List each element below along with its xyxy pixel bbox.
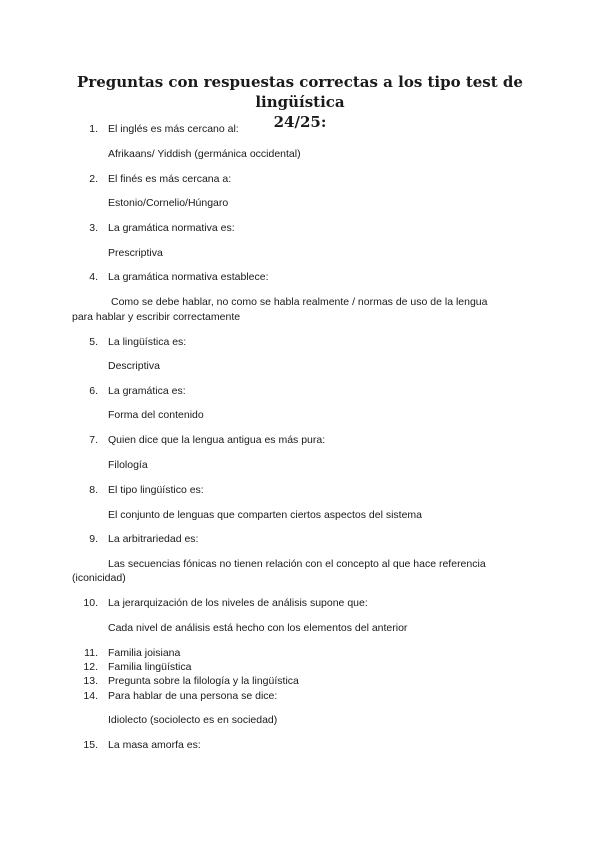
title-line-1: Preguntas con respuestas correctas a los tipo test de lingüística: [77, 73, 523, 111]
answer-text-continuation: (iconicidad): [72, 572, 126, 584]
question-text: Quien dice que la lengua antigua es más pura:: [108, 434, 326, 446]
item-number: 6.: [89, 385, 98, 397]
question-text: Pregunta sobre la filología y la lingüística: [108, 675, 299, 687]
item-number: 7.: [89, 434, 98, 446]
answer-text: Como se debe hablar, no como se habla realmente / normas de uso de la lengua: [111, 296, 488, 308]
item-number: 1.: [89, 123, 98, 135]
answer-text: Prescriptiva: [108, 247, 163, 259]
question-text: El tipo lingüístico es:: [108, 484, 204, 496]
answer-text: Afrikaans/ Yiddish (germánica occidental): [108, 148, 301, 160]
question-text: La lingüística es:: [108, 336, 187, 348]
answer-text: Filología: [108, 459, 148, 471]
question-text: Para hablar de una persona se dice:: [108, 690, 278, 702]
item-number: 13.: [83, 675, 98, 687]
question-text: El inglés es más cercano al:: [108, 123, 239, 135]
question-text: La gramática es:: [108, 385, 186, 397]
question-text: La gramática normativa establece:: [108, 271, 269, 283]
answer-text: Estonio/Cornelio/Húngaro: [108, 197, 229, 209]
question-text: La gramática normativa es:: [108, 222, 235, 234]
item-number: 11.: [84, 647, 98, 659]
item-number: 4.: [89, 271, 98, 283]
answer-text-continuation: para hablar y escribir correctamente: [72, 311, 241, 323]
item-number: 14.: [83, 690, 98, 702]
question-text: Familia joisiana: [108, 647, 181, 659]
item-number: 5.: [89, 336, 98, 348]
question-text: El finés es más cercana a:: [108, 173, 232, 185]
answer-text: Descriptiva: [108, 360, 160, 372]
answer-text: Las secuencias fónicas no tienen relación con el concepto al que hace referencia: [108, 558, 486, 570]
item-number: 15.: [83, 739, 98, 751]
question-text: La arbitrariedad es:: [108, 533, 199, 545]
item-number: 8.: [89, 484, 98, 496]
answer-text: Idiolecto (sociolecto es en sociedad): [108, 714, 278, 726]
answer-text: El conjunto de lenguas que comparten ciertos aspectos del sistema: [108, 509, 423, 521]
question-text: Familia lingüística: [108, 661, 192, 673]
item-number: 9.: [89, 533, 98, 545]
question-text: La masa amorfa es:: [108, 739, 201, 751]
title-line-2: 24/25:: [273, 113, 327, 131]
answer-text: Cada nivel de análisis está hecho con los elementos del anterior: [108, 622, 408, 634]
item-number: 3.: [89, 222, 98, 234]
answer-text: Forma del contenido: [108, 409, 204, 421]
item-number: 2.: [89, 173, 98, 185]
item-number: 12.: [83, 661, 98, 673]
item-number: 10.: [83, 597, 98, 609]
question-text: La jerarquización de los niveles de análisis supone que:: [108, 597, 368, 609]
